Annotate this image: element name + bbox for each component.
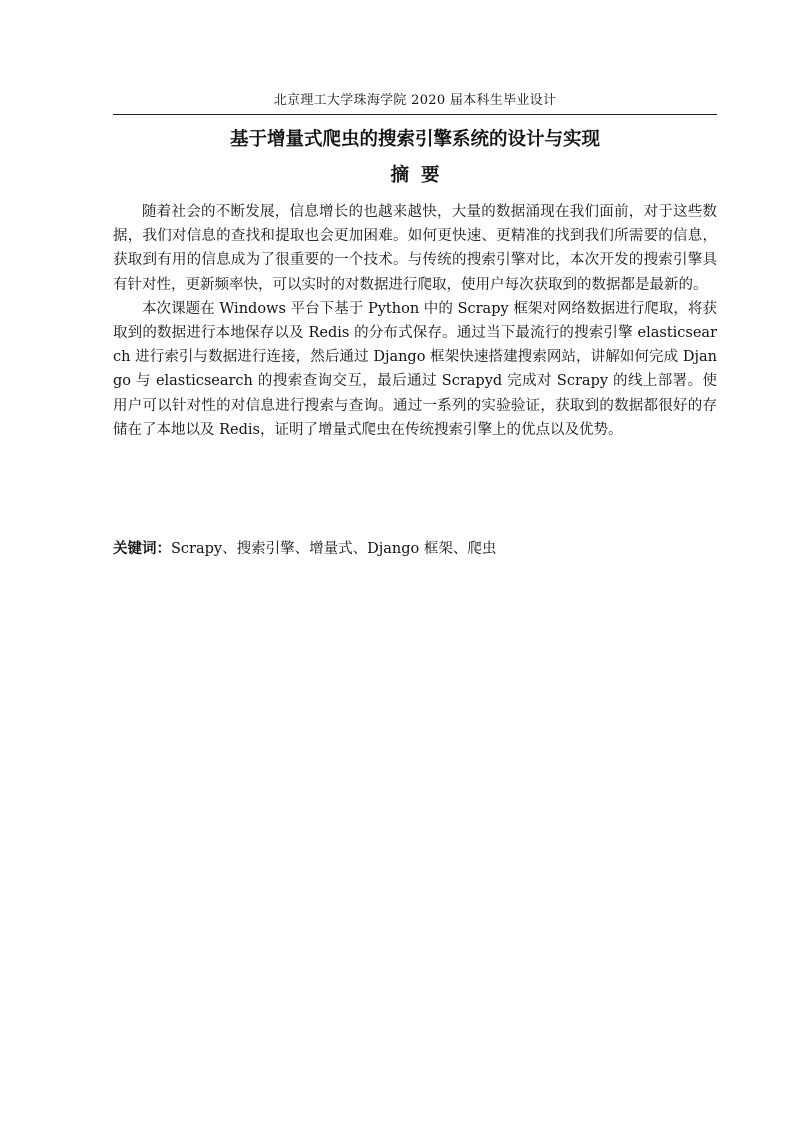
keywords-text: Scrapy、搜索引擎、增量式、Django 框架、爬虫	[171, 541, 497, 557]
header-divider	[113, 114, 717, 115]
abstract-body	[113, 200, 717, 442]
keywords-line	[113, 537, 717, 561]
abstract-heading: 摘要	[390, 165, 452, 186]
running-header: 北京理工大学珠海学院 2020 届本科生毕业设计	[273, 93, 557, 108]
abstract-paragraph-1: 随着社会的不断发展，信息增长的也越来越快，大量的数据涌现在我们面前，对于这些数据，我们对信息的查找和提取也会更加困难。如何更快速、更精准的找到我们所需要的信息，获取到有用的信息成为了很重要的一个技术。与传统的搜索引擎对比，本次开发的搜索引擎具有针对性，更新频率快，可以实时的对数据进行爬取，使用户每次获取到的数据都是最新的。	[113, 204, 717, 293]
abstract-paragraph-2: 本次课题在 Windows 平台下基于 Python 中的 Scrapy 框架对网络数据进行爬取，将获取到的数据进行本地保存以及 Redis 的分布式保存。通过当下最流行的搜索引擎 elasticsearch 进行索引与数据进行连接，然后通过 Django 框架快速搭建搜索网站，讲解如何完成 Django 与 elasticsearch 的搜索查询交互，最后通过 Scrapyd 完成对 Scrapy 的线上部署。使用户可以针对性的对信息进行搜索与查询。通过一系列的实验验证，获取到的数据都很好的存储在了本地以及 Redis，证明了增量式爬虫在传统搜索引擎上的优点以及优势。	[113, 300, 717, 438]
thesis-title: 基于增量式爬虫的搜索引擎系统的设计与实现	[229, 129, 600, 150]
keywords-label: 关键词：	[113, 541, 171, 557]
